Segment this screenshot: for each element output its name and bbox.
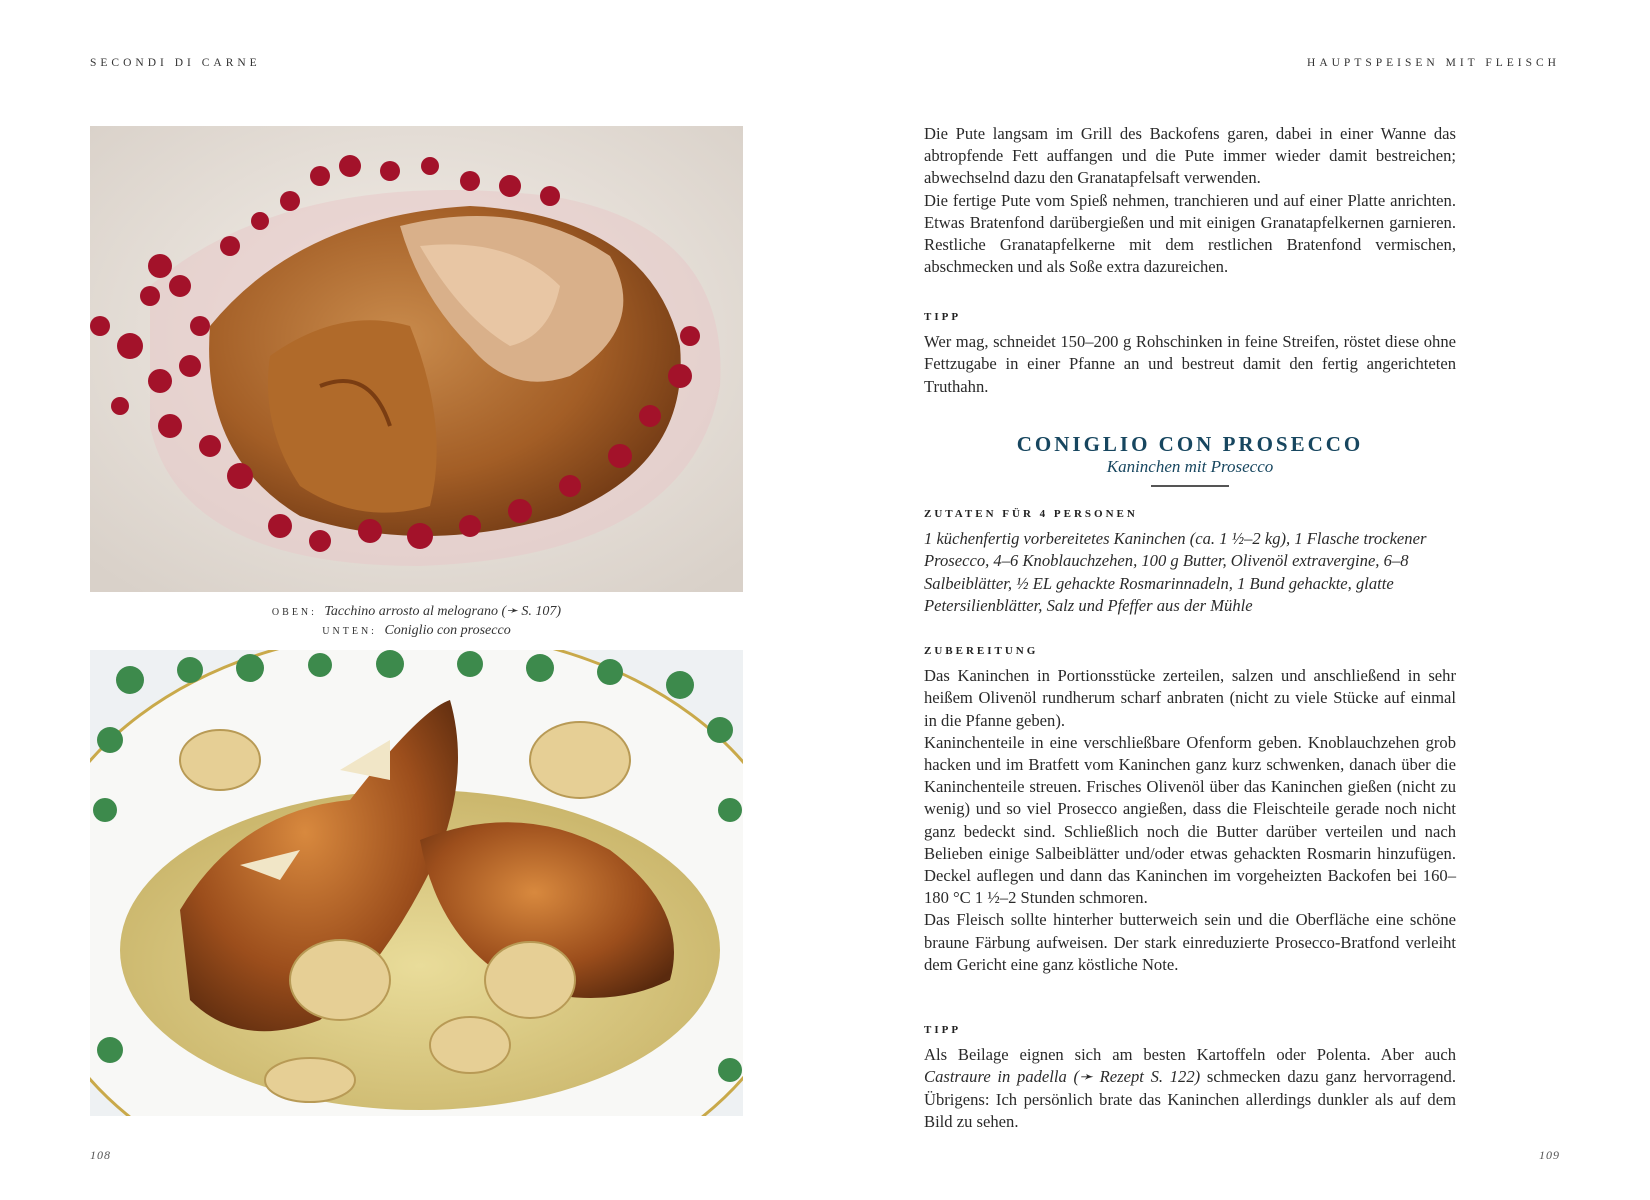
rabbit-illustration — [90, 650, 743, 1116]
tip-2-text-b: schmecken dazu ganz hervorragend. Übrigens: Ich persönlich brate das Kaninchen allerdings dunkler als auf dem Bild zu sehen. — [924, 1067, 1456, 1131]
tip-2-label: TIPP — [924, 1024, 962, 1036]
caption-text-oben: Tacchino arrosto al melograno (➛ S. 107) — [324, 604, 562, 619]
running-head-left: SECONDI DI CARNE — [90, 57, 261, 69]
preparation-label: ZUBEREITUNG — [924, 645, 1039, 657]
running-head-right: HAUPTSPEISEN MIT FLEISCH — [1307, 57, 1560, 69]
tip-1 — [924, 306, 1456, 398]
ingredients-section — [924, 503, 1456, 617]
page-number-left: 108 — [90, 1148, 111, 1162]
page-number-right: 109 — [1539, 1148, 1560, 1162]
intro-paragraph: Die fertige Pute vom Spieß nehmen, tranchieren und auf einer Platte anrichten. Etwas Bratenfond darübergießen und mit einigen Granatapfelkernen garnieren. Restliche Granatapfelkerne mit dem restlichen Bratenfond vermischen, abschmecken und als Soße extra dazureichen. — [924, 190, 1456, 277]
tip-2 — [924, 1019, 1456, 1133]
photo-turkey-pomegranate — [90, 126, 743, 592]
caption-label-unten: UNTEN: — [322, 626, 377, 637]
preparation-paragraph: Das Fleisch sollte hinterher butterweich sein und die Oberfläche eine schöne braune Färbung aufweisen. Der stark einreduzierte Prosecco-Bratfond verleiht dem Gericht eine ganz köstliche Note. — [924, 910, 1456, 974]
caption-label-oben: OBEN: — [271, 607, 317, 618]
ingredients-text: 1 küchenfertig vorbereitetes Kaninchen (ca. 1 ½–2 kg), 1 Flasche trockener Prosecco, 4–6 Knoblauchzehen, 100 g Butter, Olivenöl extravergine, 6–8 Salbeiblätter, ½ EL gehackte Rosmarinnadeln, 1 Bund gehackte, glatte Petersilienblätter, Salz und Pfeffer aus der Mühle — [924, 529, 1427, 615]
recipe-title — [924, 432, 1456, 487]
caption-text-unten: Coniglio con prosecco — [384, 623, 511, 638]
caption-bottom — [90, 622, 743, 641]
tip-2-text — [924, 1044, 1456, 1133]
recipe-title-german: Kaninchen mit Prosecco — [1106, 457, 1274, 476]
tip-2-reference: Castraure in padella (➛ Rezept S. 122) — [924, 1067, 1201, 1087]
photo-rabbit-prosecco — [90, 650, 743, 1116]
intro-text — [924, 123, 1456, 278]
intro-paragraph: Die Pute langsam im Grill des Backofens garen, dabei in einer Wanne das abtropfende Fett auffangen und die Pute immer wieder damit bestreichen; abwechselnd dazu den Granatapfelsaft verwenden. — [924, 124, 1456, 188]
turkey-illustration — [90, 126, 743, 592]
tip-1-label: TIPP — [924, 311, 962, 323]
preparation-paragraph: Das Kaninchen in Portionsstücke zerteilen, salzen und anschließend in sehr heißem Olivenöl rundherum scharf anbraten (nicht zu viele Stücke auf einmal in die Pfanne geben). — [924, 666, 1456, 730]
caption-top — [90, 603, 743, 622]
recipe-title-italian: CONIGLIO CON PROSECCO — [1016, 432, 1364, 456]
photo-captions — [90, 603, 743, 641]
ingredients-label: ZUTATEN FÜR 4 PERSONEN — [924, 508, 1138, 520]
preparation-section — [924, 640, 1456, 976]
preparation-paragraph: Kaninchenteile in eine verschließbare Ofenform geben. Knoblauchzehen grob hacken und im Bratfett vom Kaninchen ganz kurz schwenken, danach über die Kaninchenteile streuen. Frisches Olivenöl über das Kaninchen gießen (nicht zu wenig) und so viel Prosecco angießen, dass die Fleischteile gerade noch nicht ganz bedeckt sind. Schließlich noch die Butter darüber verteilen und nach Belieben einige Salbeiblätter und/oder etwas gehackten Rosmarin hinzufügen. Deckel auflegen und dann das Kaninchen im vorgeheizten Backofen bei 160–180 °C 1 ½–2 Stunden schmoren. — [924, 732, 1456, 908]
tip-2-text-a: Als Beilage eignen sich am besten Kartoffeln oder Polenta. Aber auch — [924, 1045, 1456, 1065]
tip-1-text: Wer mag, schneidet 150–200 g Rohschinken in feine Streifen, röstet diese ohne Fettzugabe in einer Pfanne an und bestreut damit den fertig angerichteten Truthahn. — [924, 332, 1456, 396]
title-rule — [1151, 485, 1229, 487]
